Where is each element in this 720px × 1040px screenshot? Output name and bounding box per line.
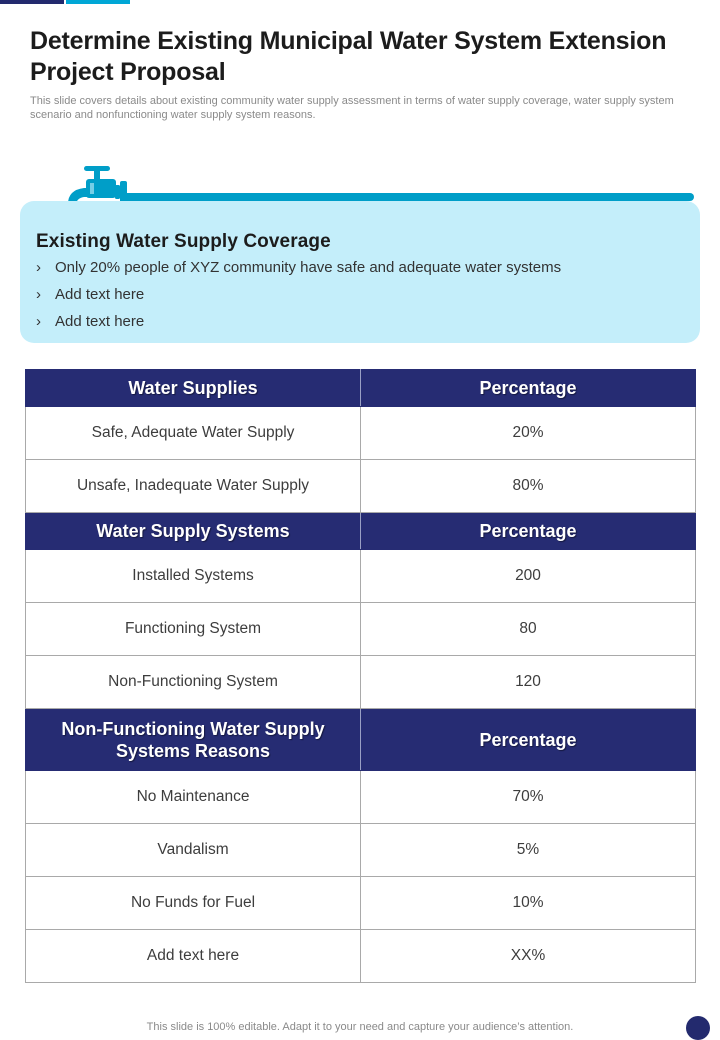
table-header-row: [26, 709, 696, 771]
coverage-title: Existing Water Supply Coverage: [36, 231, 331, 252]
table-row: [26, 877, 696, 930]
table-row: [26, 603, 696, 656]
column-header-line: Non-Functioning Water Supply: [61, 718, 325, 739]
list-item: [36, 257, 561, 284]
column-header: Water Supplies: [26, 370, 361, 407]
table-cell-label: Safe, Adequate Water Supply: [26, 407, 361, 460]
column-header: Percentage: [361, 513, 696, 550]
table-cell-label: Unsafe, Inadequate Water Supply: [26, 460, 361, 513]
table-row: [26, 550, 696, 603]
table-header-row: [26, 513, 696, 550]
table-row: [26, 407, 696, 460]
table-cell-value: 200: [361, 550, 696, 603]
top-accent-bar-navy: [0, 0, 64, 4]
table-cell-value: 120: [361, 656, 696, 709]
table-cell-value: 20%: [361, 407, 696, 460]
water-pipe: [124, 193, 694, 201]
table-cell-label: No Maintenance: [26, 771, 361, 824]
table-cell-label: No Funds for Fuel: [26, 877, 361, 930]
water-data-table: [25, 369, 696, 983]
table-row: [26, 771, 696, 824]
chevron-right-icon: ›: [36, 313, 41, 330]
coverage-panel: [20, 201, 700, 343]
table-cell-label: Installed Systems: [26, 550, 361, 603]
table-cell-value: 10%: [361, 877, 696, 930]
table-cell-label: Add text here: [26, 930, 361, 983]
list-item: [36, 311, 561, 338]
table-cell-value: 80%: [361, 460, 696, 513]
table-header-row: [26, 370, 696, 407]
table-row: [26, 930, 696, 983]
table-cell-value: 80: [361, 603, 696, 656]
list-item: [36, 284, 561, 311]
table-cell-value: 70%: [361, 771, 696, 824]
table-cell-label: Non-Functioning System: [26, 656, 361, 709]
footer-note: This slide is 100% editable. Adapt it to your need and capture your audience’s attention.: [146, 1021, 574, 1033]
column-header: Water Supply Systems: [26, 513, 361, 550]
chevron-right-icon: ›: [36, 286, 41, 303]
coverage-list: [36, 257, 561, 338]
table-row: [26, 656, 696, 709]
column-header: [26, 709, 361, 771]
table-cell-label: Functioning System: [26, 603, 361, 656]
table-row: [26, 460, 696, 513]
top-accent-bar-cyan: [66, 0, 130, 4]
table-cell-value: XX%: [361, 930, 696, 983]
page-subtitle: This slide covers details about existing community water supply assessment in terms of water supply coverage, water supply system scenario and nonfunctioning water supply system reasons.: [30, 95, 674, 121]
page-title: Determine Existing Municipal Water System Extension Project Proposal: [30, 27, 667, 86]
list-item-text: Add text here: [55, 286, 145, 303]
list-item-text: Add text here: [55, 313, 145, 330]
list-item-text: Only 20% people of XYZ community have safe and adequate water systems: [55, 259, 562, 276]
column-header-line: Systems Reasons: [115, 740, 271, 761]
column-header: Percentage: [361, 709, 696, 771]
table-cell-value: 5%: [361, 824, 696, 877]
chevron-right-icon: ›: [36, 259, 41, 276]
column-header: Percentage: [361, 370, 696, 407]
table-row: [26, 824, 696, 877]
table-cell-label: Vandalism: [26, 824, 361, 877]
page-indicator-dot: [686, 1016, 710, 1040]
